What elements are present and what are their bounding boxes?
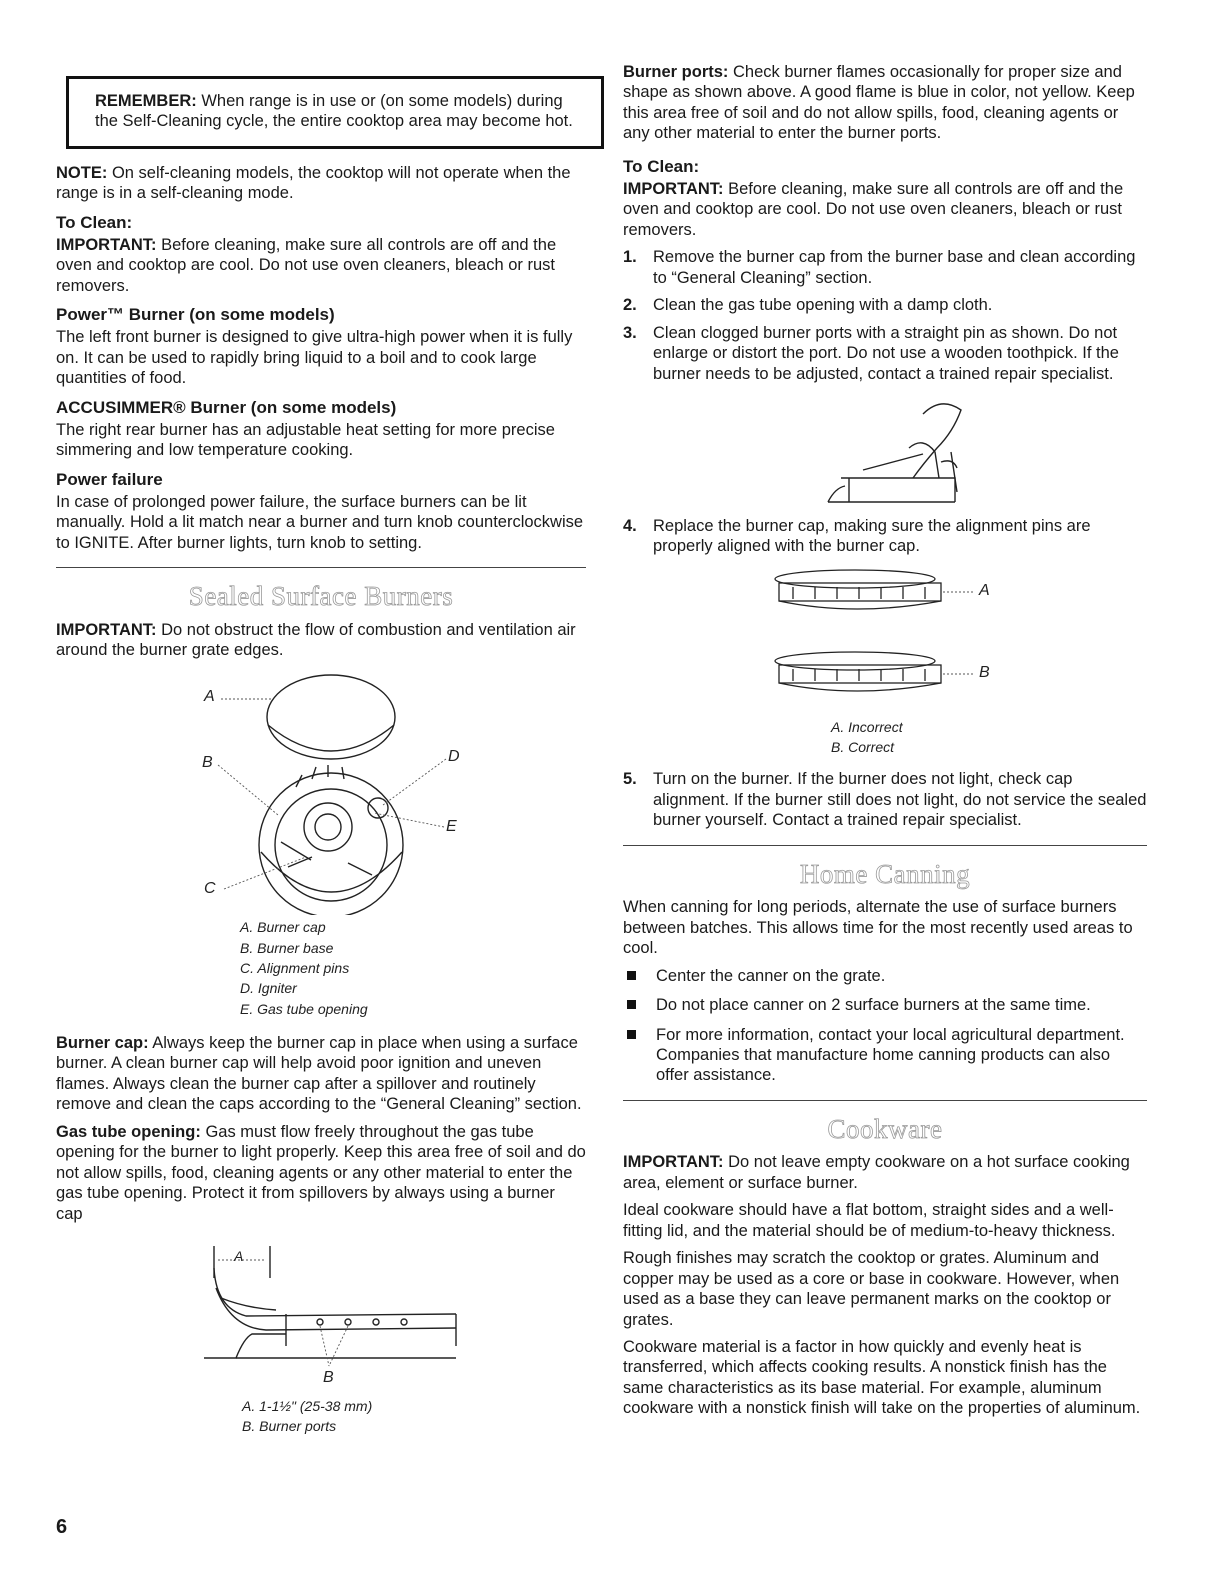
pin-cleaning-diagram	[623, 392, 1147, 510]
remember-text: When range is in use or (on some models) during the Self-Cleaning cycle, the entire cooktop area may become hot.	[95, 92, 573, 131]
cookware-title: Cookware	[827, 1113, 943, 1144]
power-failure-heading: Power failure	[56, 469, 163, 489]
bullet-text: Do not place canner on 2 surface burners at the same time.	[656, 996, 1091, 1015]
cookware-important-text: Do not leave empty cookware on a hot surface cooking area, element or surface burner.	[623, 1153, 1130, 1192]
important-label-right: IMPORTANT:	[623, 179, 724, 198]
remember-label: REMEMBER:	[95, 92, 197, 110]
power-burner-text: The left front burner is designed to give ultra-high power when it is fully on. It can be used to rapidly bring liquid to a boil and to cook large quantities of food.	[56, 328, 573, 388]
legend-item: B. Burner ports	[242, 1418, 337, 1435]
divider	[623, 845, 1147, 846]
gas-tube-paragraph	[56, 1122, 586, 1224]
sealed-burners-title: Sealed Surface Burners	[188, 581, 454, 612]
step-item	[623, 323, 1147, 384]
burner-cap-paragraph	[56, 1033, 586, 1115]
fig3-label-a: A	[979, 581, 990, 599]
to-clean-heading-right: To Clean:	[623, 156, 700, 176]
fig-label-d: D	[448, 748, 460, 766]
sealed-important-paragraph	[56, 620, 586, 661]
cap-alignment-legend	[831, 717, 1147, 758]
step-number: 3.	[623, 323, 637, 342]
legend-item: E. Gas tube opening	[240, 1000, 368, 1017]
to-clean-heading: To Clean:	[56, 212, 133, 232]
burner-ports-paragraph	[623, 62, 1147, 144]
legend-item: D. Igniter	[240, 980, 297, 997]
divider	[623, 1100, 1147, 1101]
step-text: Clean clogged burner ports with a straight pin as shown. Do not enlarge or distort the port. Do not use a wooden toothpick. If the burner needs to be adjusted, contact a trained repair specialist.	[653, 323, 1119, 383]
important-text-right: Before cleaning, make sure all controls are off and the oven and cooktop are cool. Do not use oven cleaners, bleach or rust removers.	[623, 179, 1124, 239]
bullet-square-icon	[627, 1000, 636, 1009]
fig-label-b: B	[202, 754, 213, 772]
burner-ports-text: Check burner flames occasionally for proper size and shape as shown above. A good flame is blue in color, not yellow. Keep this area free of soil and do not allow spills, food, cleaning agents or any other material to enter the burner ports.	[623, 63, 1135, 143]
pin-cleaning-illustration	[623, 392, 1147, 510]
cookware-important-paragraph	[623, 1152, 1147, 1193]
burner-diagram	[56, 667, 586, 915]
divider	[56, 567, 586, 568]
home-canning-title: Home Canning	[799, 858, 971, 889]
step-number: 2.	[623, 296, 637, 315]
cookware-important-label: IMPORTANT:	[623, 1153, 724, 1172]
step-number: 5.	[623, 770, 637, 789]
remember-box	[66, 76, 604, 149]
bullet-square-icon	[627, 1030, 636, 1039]
gas-tube-illustration	[56, 1238, 586, 1388]
gas-tube-text: Gas must flow freely throughout the gas tube opening for the burner to light properly. Keep this area free of soil and do not allow spills, food, cleaning agents or any other material to enter the gas tube opening. Protect it from spillovers by always using a burner cap	[56, 1122, 586, 1223]
cookware-paragraph: Rough finishes may scratch the cooktop or grates. Aluminum and copper may be used as a core or base in cookware. However, when used as a base they can leave permanent marks on the cooktop or grates.	[623, 1249, 1120, 1329]
legend-item: A. Incorrect	[831, 718, 903, 735]
fig-label-c: C	[204, 880, 216, 898]
fig-label-a: A	[204, 688, 215, 706]
legend-item: B. Correct	[831, 739, 895, 756]
note-paragraph	[56, 163, 586, 204]
legend-item: C. Alignment pins	[240, 960, 350, 977]
step-item	[623, 769, 1147, 830]
step-text: Replace the burner cap, making sure the alignment pins are properly aligned with the burner cap.	[653, 516, 1091, 556]
right-column	[623, 62, 1147, 1426]
cookware-paragraph: Ideal cookware should have a flat bottom, straight sides and a well-fitting lid, and the material should be of medium-to-heavy thickness.	[623, 1201, 1116, 1240]
note-label: NOTE:	[56, 163, 108, 182]
gas-tube-label: Gas tube opening:	[56, 1122, 201, 1141]
important-paragraph	[56, 235, 586, 296]
home-canning-intro: When canning for long periods, alternate the use of surface burners between batches. This allows time for the most recently used areas to cool.	[623, 898, 1133, 958]
cleaning-steps	[623, 247, 1147, 384]
burner-illustration	[56, 667, 586, 915]
legend-item: A. 1-1½" (25-38 mm)	[242, 1398, 373, 1415]
bullet-text: Center the canner on the grate.	[656, 966, 886, 985]
step-item	[623, 516, 1147, 557]
bullet-square-icon	[627, 971, 636, 980]
fig2-label-b: B	[323, 1369, 334, 1387]
step-item	[623, 247, 1147, 288]
accusimmer-text: The right rear burner has an adjustable heat setting for more precise simmering and low temperature cooking.	[56, 420, 555, 460]
step-number: 1.	[623, 248, 637, 267]
sealed-important-text: Do not obstruct the flow of combustion and ventilation air around the burner grate edges.	[56, 620, 576, 660]
step-number: 4.	[623, 516, 637, 535]
fig-label-e: E	[446, 818, 457, 836]
sealed-important-label: IMPORTANT:	[56, 620, 157, 639]
home-canning-bullets	[623, 966, 1147, 1086]
important-paragraph-right	[623, 179, 1147, 240]
burner-cap-label: Burner cap:	[56, 1033, 149, 1052]
cookware-paragraph: Cookware material is a factor in how quickly and evenly heat is transferred, which affects cooking results. A nonstick finish has the same characteristics as its base material. For example, aluminum cookware with a nonstick finish will take on the properties of aluminum.	[623, 1338, 1141, 1418]
page-number: 6	[56, 1516, 68, 1538]
burner-cap-text: Always keep the burner cap in place when using a surface burner. A clean burner cap will help avoid poor ignition and uneven flames. Always clean the burner cap after a spillover and routinely remove and clean the caps according to the “General Cleaning” section.	[56, 1033, 582, 1114]
power-failure-text: In case of prolonged power failure, the surface burners can be lit manually. Hold a lit match near a burner and turn knob counterclockwise to IGNITE. After burner lights, turn knob to setting.	[56, 492, 584, 552]
important-label: IMPORTANT:	[56, 235, 157, 254]
bullet-item	[623, 995, 1147, 1015]
bullet-text: For more information, contact your local agricultural department. Companies that manufacture home canning products can also offer assistance.	[656, 1025, 1125, 1085]
cap-alignment-diagram	[623, 565, 1147, 711]
fig3-label-b: B	[979, 663, 990, 681]
important-text: Before cleaning, make sure all controls are off and the oven and cooktop are cool. Do not use oven cleaners, bleach or rust removers.	[56, 235, 557, 295]
step-text: Clean the gas tube opening with a damp cloth.	[653, 296, 993, 315]
legend-item: A. Burner cap	[240, 919, 326, 936]
bullet-item	[623, 1025, 1147, 1086]
step-text: Remove the burner cap from the burner base and clean according to “General Cleaning” section.	[653, 248, 1136, 287]
cleaning-steps-final	[623, 769, 1147, 830]
step-text: Turn on the burner. If the burner does not light, check cap alignment. If the burner still does not light, do not service the sealed burner yourself. Contact a trained repair specialist.	[653, 770, 1147, 830]
cleaning-steps-cont	[623, 516, 1147, 557]
burner-ports-label: Burner ports:	[623, 63, 729, 81]
power-burner-heading: Power™ Burner (on some models)	[56, 305, 335, 325]
burner-legend	[240, 917, 586, 1018]
left-column	[56, 62, 586, 1437]
legend-item: B. Burner base	[240, 939, 334, 956]
note-text: On self-cleaning models, the cooktop will not operate when the range is in a self-cleaning mode.	[56, 163, 571, 203]
gas-tube-diagram	[56, 1238, 586, 1388]
gas-tube-legend	[242, 1396, 586, 1437]
cap-alignment-illustration	[623, 565, 1147, 711]
step-item	[623, 295, 1147, 315]
accusimmer-heading: ACCUSIMMER® Burner (on some models)	[56, 397, 397, 417]
bullet-item	[623, 966, 1147, 986]
fig2-label-a: A	[234, 1248, 244, 1265]
